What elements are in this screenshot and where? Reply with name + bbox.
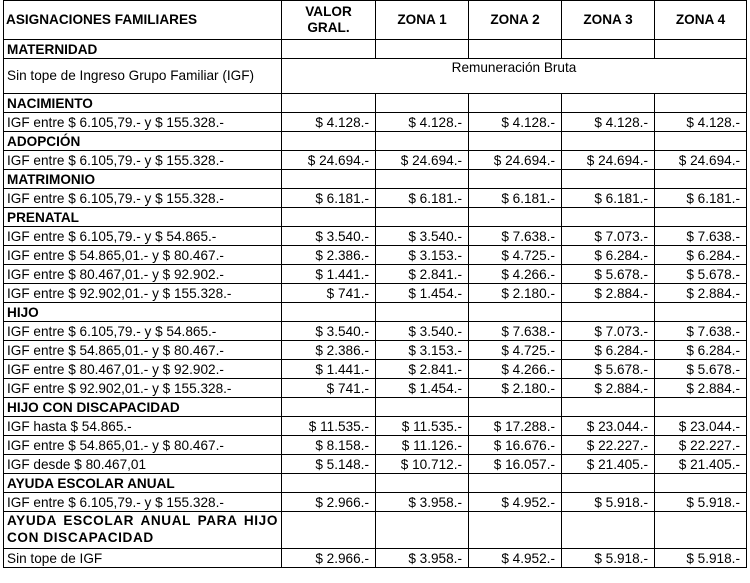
row-label: IGF entre $ 54.865,01.- y $ 80.467.-	[4, 341, 282, 360]
section-title-nacimiento: NACIMIENTO	[4, 94, 282, 113]
cell-zona-4: $ 23.044.-	[655, 417, 747, 436]
section-title-hijo-discapacidad: HIJO CON DISCAPACIDAD	[4, 398, 282, 417]
cell-zona-1: $ 10.712.-	[376, 455, 469, 474]
cell-zona-3: $ 5.678.-	[562, 360, 655, 379]
row-label: IGF entre $ 6.105,79.- y $ 155.328.-	[4, 113, 282, 132]
cell-zona-1: $ 3.540.-	[376, 227, 469, 246]
row-label: IGF entre $ 6.105,79.- y $ 155.328.-	[4, 151, 282, 170]
section-title-matrimonio: MATRIMONIO	[4, 170, 282, 189]
cell-zona-2: $ 4.128.-	[469, 113, 562, 132]
header-valor-gral: VALOR GRAL.	[282, 1, 376, 40]
cell-zona-1: $ 1.454.-	[376, 284, 469, 303]
cell-zona-4: $ 7.638.-	[655, 227, 747, 246]
cell-zona-4: $ 5.678.-	[655, 265, 747, 284]
cell-valor-gral: $ 3.540.-	[282, 227, 376, 246]
cell-valor-gral: $ 741.-	[282, 379, 376, 398]
table-container	[3, 0, 747, 568]
table-row	[4, 284, 747, 303]
table-row	[4, 549, 747, 568]
cell-zona-2: $ 7.638.-	[469, 322, 562, 341]
row-label: IGF entre $ 6.105,79.- y $ 155.328.-	[4, 493, 282, 512]
table-row	[4, 417, 747, 436]
cell-zona-3: $ 7.073.-	[562, 227, 655, 246]
table-row	[4, 360, 747, 379]
section-row	[4, 170, 747, 189]
row-label: IGF entre $ 6.105,79.- y $ 54.865.-	[4, 227, 282, 246]
cell-zona-3: $ 2.884.-	[562, 284, 655, 303]
row-label: IGF entre $ 54.865,01.- y $ 80.467.-	[4, 246, 282, 265]
table-row	[4, 436, 747, 455]
cell-zona-4: $ 22.227.-	[655, 436, 747, 455]
header-zona-3: ZONA 3	[562, 1, 655, 40]
cell-valor-gral: $ 1.441.-	[282, 265, 376, 284]
section-title-ayuda-escolar-discapacidad: AYUDA ESCOLAR ANUAL PARA HIJO CON DISCAPACIDAD	[4, 512, 282, 549]
cell-zona-1: $ 11.535.-	[376, 417, 469, 436]
cell-zona-1: $ 3.958.-	[376, 549, 469, 568]
merged-value: Remuneración Bruta	[282, 59, 747, 94]
cell-zona-1: $ 3.958.-	[376, 493, 469, 512]
cell-valor-gral: $ 2.386.-	[282, 246, 376, 265]
cell-zona-2: $ 4.725.-	[469, 246, 562, 265]
row-label: IGF entre $ 6.105,79.- y $ 54.865.-	[4, 322, 282, 341]
table-row	[4, 455, 747, 474]
cell-zona-3: $ 24.694.-	[562, 151, 655, 170]
cell-zona-2: $ 7.638.-	[469, 227, 562, 246]
section-row	[4, 512, 747, 549]
header-zona-4: ZONA 4	[655, 1, 747, 40]
section-title-ayuda-escolar: AYUDA ESCOLAR ANUAL	[4, 474, 282, 493]
cell-zona-4: $ 6.284.-	[655, 246, 747, 265]
row-label: IGF entre $ 80.467,01.- y $ 92.902.-	[4, 360, 282, 379]
cell-zona-3: $ 6.284.-	[562, 246, 655, 265]
section-row	[4, 132, 747, 151]
row-label: Sin tope de Ingreso Grupo Familiar (IGF)	[4, 59, 282, 94]
table-row	[4, 379, 747, 398]
cell-zona-2: $ 4.725.-	[469, 341, 562, 360]
cell-valor-gral: $ 3.540.-	[282, 322, 376, 341]
cell-zona-4: $ 5.918.-	[655, 493, 747, 512]
table-row	[4, 59, 747, 94]
cell-valor-gral: $ 2.966.-	[282, 549, 376, 568]
section-row	[4, 398, 747, 417]
cell-zona-3: $ 22.227.-	[562, 436, 655, 455]
cell-zona-3: $ 5.918.-	[562, 493, 655, 512]
cell-zona-2: $ 17.288.-	[469, 417, 562, 436]
row-label: IGF entre $ 92.902,01.- y $ 155.328.-	[4, 284, 282, 303]
table-row	[4, 113, 747, 132]
section-title-hijo: HIJO	[4, 303, 282, 322]
row-label: IGF entre $ 80.467,01.- y $ 92.902.-	[4, 265, 282, 284]
table-row	[4, 322, 747, 341]
cell-zona-2: $ 16.676.-	[469, 436, 562, 455]
cell-zona-4: $ 2.884.-	[655, 379, 747, 398]
table-row	[4, 246, 747, 265]
cell-zona-4: $ 5.918.-	[655, 549, 747, 568]
section-row	[4, 94, 747, 113]
cell-zona-3: $ 21.405.-	[562, 455, 655, 474]
cell-zona-3: $ 6.284.-	[562, 341, 655, 360]
cell-zona-3: $ 5.918.-	[562, 549, 655, 568]
row-label: IGF entre $ 92.902,01.- y $ 155.328.-	[4, 379, 282, 398]
section-title-prenatal: PRENATAL	[4, 208, 282, 227]
cell-valor-gral: $ 2.966.-	[282, 493, 376, 512]
table-row	[4, 189, 747, 208]
cell-zona-1: $ 4.128.-	[376, 113, 469, 132]
table-row	[4, 151, 747, 170]
cell-valor-gral: $ 741.-	[282, 284, 376, 303]
cell-zona-2: $ 2.180.-	[469, 284, 562, 303]
row-label: Sin tope de IGF	[4, 549, 282, 568]
asignaciones-table	[3, 0, 747, 568]
cell-zona-2: $ 4.266.-	[469, 265, 562, 284]
cell-zona-4: $ 5.678.-	[655, 360, 747, 379]
cell-zona-1: $ 1.454.-	[376, 379, 469, 398]
cell-zona-3: $ 7.073.-	[562, 322, 655, 341]
cell-valor-gral: $ 6.181.-	[282, 189, 376, 208]
header-zona-1: ZONA 1	[376, 1, 469, 40]
header-asignaciones: ASIGNACIONES FAMILIARES	[4, 1, 282, 40]
cell-zona-3: $ 6.181.-	[562, 189, 655, 208]
row-label: IGF entre $ 6.105,79.- y $ 155.328.-	[4, 189, 282, 208]
cell-zona-1: $ 2.841.-	[376, 265, 469, 284]
cell-zona-3: $ 23.044.-	[562, 417, 655, 436]
table-row	[4, 493, 747, 512]
cell-zona-3: $ 4.128.-	[562, 113, 655, 132]
section-row	[4, 40, 747, 59]
cell-zona-1: $ 11.126.-	[376, 436, 469, 455]
header-row	[4, 1, 747, 40]
cell-zona-4: $ 6.181.-	[655, 189, 747, 208]
cell-zona-3: $ 5.678.-	[562, 265, 655, 284]
cell-zona-4: $ 4.128.-	[655, 113, 747, 132]
row-label: IGF hasta $ 54.865.-	[4, 417, 282, 436]
cell-zona-1: $ 2.841.-	[376, 360, 469, 379]
cell-zona-3: $ 2.884.-	[562, 379, 655, 398]
row-label: IGF entre $ 54.865,01.- y $ 80.467.-	[4, 436, 282, 455]
table-row	[4, 341, 747, 360]
cell-zona-4: $ 24.694.-	[655, 151, 747, 170]
section-row	[4, 474, 747, 493]
cell-zona-1: $ 3.153.-	[376, 246, 469, 265]
cell-zona-1: $ 3.153.-	[376, 341, 469, 360]
section-row	[4, 303, 747, 322]
cell-valor-gral: $ 4.128.-	[282, 113, 376, 132]
section-row	[4, 208, 747, 227]
cell-zona-4: $ 21.405.-	[655, 455, 747, 474]
section-title-maternidad: MATERNIDAD	[4, 40, 282, 59]
section-title-adopcion: ADOPCIÓN	[4, 132, 282, 151]
cell-zona-1: $ 24.694.-	[376, 151, 469, 170]
cell-zona-4: $ 7.638.-	[655, 322, 747, 341]
cell-zona-1: $ 3.540.-	[376, 322, 469, 341]
cell-valor-gral: $ 11.535.-	[282, 417, 376, 436]
table-row	[4, 265, 747, 284]
cell-zona-2: $ 16.057.-	[469, 455, 562, 474]
cell-zona-2: $ 4.952.-	[469, 493, 562, 512]
cell-valor-gral: $ 5.148.-	[282, 455, 376, 474]
header-zona-2: ZONA 2	[469, 1, 562, 40]
cell-valor-gral: $ 2.386.-	[282, 341, 376, 360]
cell-valor-gral: $ 8.158.-	[282, 436, 376, 455]
cell-zona-4: $ 2.884.-	[655, 284, 747, 303]
cell-valor-gral: $ 24.694.-	[282, 151, 376, 170]
cell-zona-2: $ 6.181.-	[469, 189, 562, 208]
cell-zona-2: $ 24.694.-	[469, 151, 562, 170]
cell-zona-2: $ 4.952.-	[469, 549, 562, 568]
cell-zona-1: $ 6.181.-	[376, 189, 469, 208]
row-label: IGF desde $ 80.467,01	[4, 455, 282, 474]
table-row	[4, 227, 747, 246]
cell-zona-2: $ 2.180.-	[469, 379, 562, 398]
cell-zona-4: $ 6.284.-	[655, 341, 747, 360]
cell-zona-2: $ 4.266.-	[469, 360, 562, 379]
cell-valor-gral: $ 1.441.-	[282, 360, 376, 379]
